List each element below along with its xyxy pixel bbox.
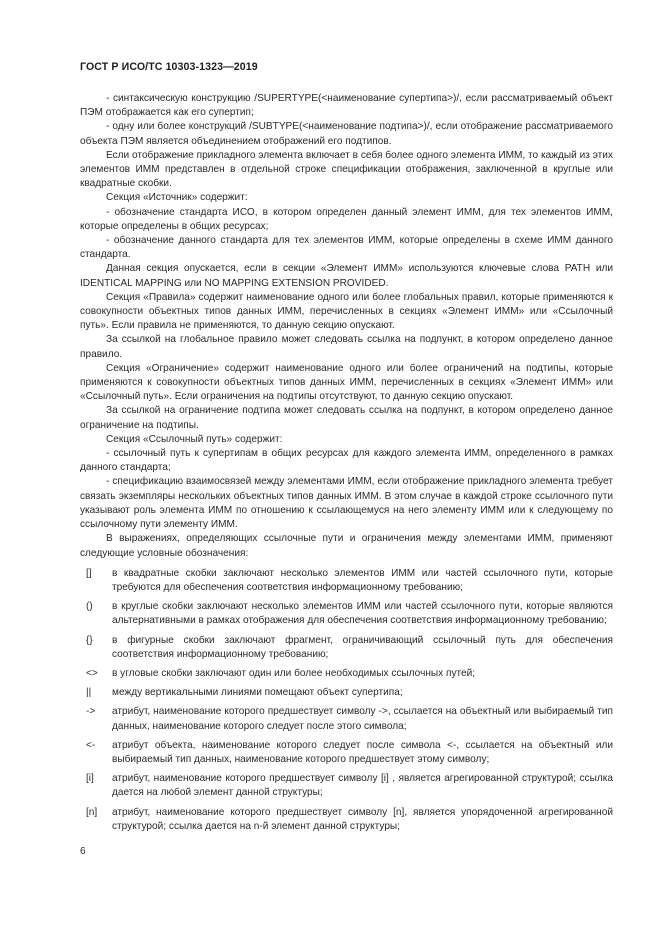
paragraph: - одну или более конструкций /SUBTYPE(<наименование подтипа>)/, если отображение рассматриваемого объекта ПЭМ является объединением отображений его подтипов. bbox=[80, 121, 613, 147]
notation-description: атрибут объекта, наименование которого следует после символа <-, ссылается на объектный или выбираемый тип данных, наименование которого предшествует этому символу; bbox=[112, 739, 613, 765]
notation-item bbox=[80, 772, 613, 800]
page-header: ГОСТ Р ИСО/ТС 10303-1323—2019 bbox=[80, 61, 258, 73]
paragraph: За ссылкой на глобальное правило может следовать ссылка на подпункт, в котором определено данное правило. bbox=[80, 334, 613, 360]
notation-symbol: [n] bbox=[86, 806, 98, 818]
notation-symbol: [] bbox=[86, 567, 92, 579]
notation-description: в фигурные скобки заключают фрагмент, ограничивающий ссылочный путь для обеспечения соответствия информационному требованию; bbox=[112, 634, 613, 660]
notation-description: в круглые скобки заключают несколько элементов ИММ или частей ссылочного пути, которые являются альтернативными в рамках отображения для обеспечения соответствия информационному требованию; bbox=[112, 601, 613, 627]
notation-description: атрибут, наименование которого предшествует символу [i] , является агрегированной структурой; ссылка дается на любой элемент данной структуры; bbox=[112, 773, 613, 799]
notation-description: в квадратные скобки заключают несколько элементов ИММ или частей ссылочного пути, которые требуются для обеспечения соответствия информационному требованию; bbox=[112, 567, 613, 593]
paragraph: Если отображение прикладного элемента включает в себя более одного элемента ИММ, то каждый из этих элементов ИММ представлен в отдельной строке спецификации отображения, заключенной в круглые или квадратные скобки. bbox=[80, 149, 613, 190]
notation-list bbox=[80, 567, 613, 834]
notation-description: в угловые скобки заключают один или более необходимых ссылочных путей; bbox=[112, 667, 476, 679]
notation-symbol: || bbox=[86, 687, 92, 699]
notation-symbol: -> bbox=[86, 706, 96, 718]
notation-symbol: [i] bbox=[86, 773, 94, 785]
body-text bbox=[80, 92, 613, 839]
paragraph: В выражениях, определяющих ссылочные пути и ограничения между элементами ИММ, применяют следующие условные обозначения: bbox=[80, 533, 613, 559]
paragraph: Секция «Ссылочный путь» содержит: bbox=[106, 433, 283, 445]
notation-item bbox=[80, 600, 613, 628]
notation-item bbox=[80, 705, 613, 733]
paragraph: - обозначение данного стандарта для тех элементов ИММ, которые определены в схеме ИММ данного стандарта. bbox=[80, 235, 613, 261]
paragraph: - синтаксическую конструкцию /SUPERTYPE(<наименование супертипа>)/, если рассматриваемый объект ПЭМ отображается как его супертип; bbox=[80, 93, 613, 119]
paragraph: За ссылкой на ограничение подтипа может следовать ссылка на подпункт, в котором определено данное ограничение на подтипы. bbox=[80, 405, 613, 431]
paragraph: - ссылочный путь к супертипам в общих ресурсах для каждого элемента ИММ, определенного в рамках данного стандарта; bbox=[80, 448, 613, 474]
paragraph: Секция «Источник» содержит: bbox=[106, 192, 248, 204]
notation-symbol: {} bbox=[86, 634, 93, 646]
paragraph: Секция «Правила» содержит наименование одного или более глобальных правил, которые применяются к совокупности объектных типов данных ИММ, перечисленных в секциях «Элемент ИММ» или «Ссылочный путь». Если правила не применяются, то данную секцию опускают. bbox=[80, 291, 613, 332]
notation-description: между вертикальными линиями помещают объект супертипа; bbox=[112, 687, 403, 699]
paragraph: Данная секция опускается, если в секции «Элемент ИММ» используются ключевые слова PATH или IDENTICAL MAPPING или NO MAPPING EXTENSION PROVIDED. bbox=[80, 263, 613, 289]
notation-description: атрибут, наименование которого предшествует символу [n], является упорядоченной агрегированной структурой; ссылка дается на n-й элемент данной структуры; bbox=[112, 806, 613, 832]
notation-item bbox=[80, 806, 613, 834]
notation-symbol: <> bbox=[86, 667, 98, 679]
notation-item bbox=[80, 667, 613, 681]
notation-item bbox=[80, 739, 613, 767]
notation-item bbox=[80, 686, 613, 700]
notation-item bbox=[80, 634, 613, 662]
notation-symbol: () bbox=[86, 601, 93, 613]
page-number: 6 bbox=[80, 846, 86, 857]
notation-description: атрибут, наименование которого предшествует символу ->, ссылается на объектный или выбираемый тип данных, наименование которого следует после этого символа; bbox=[112, 706, 613, 732]
notation-symbol: <- bbox=[86, 739, 96, 751]
paragraph: Секция «Ограничение» содержит наименование одного или более ограничений на подтипы, которые применяются к совокупности объектных типов данных ИММ, перечисленных в секциях «Элемент ИММ» или «Ссылочный путь». Если ограничения на подтипы отсутствуют, то данную секцию опускают. bbox=[80, 362, 613, 403]
paragraph: - спецификацию взаимосвязей между элементами ИММ, если отображение прикладного элемента требует связать экземпляры нескольких объектных типов данных ИММ. В этом случае в каждой строке ссылочного пути указывают роль элемента ИММ по отношению к ссылающемуся на него элементу ИММ или к следующему по ссылочному пути элементу ИММ. bbox=[80, 476, 613, 531]
notation-item bbox=[80, 567, 613, 595]
paragraph: - обозначение стандарта ИСО, в котором определен данный элемент ИММ, для тех элементов ИММ, которые определены в общих ресурсах; bbox=[80, 206, 613, 232]
